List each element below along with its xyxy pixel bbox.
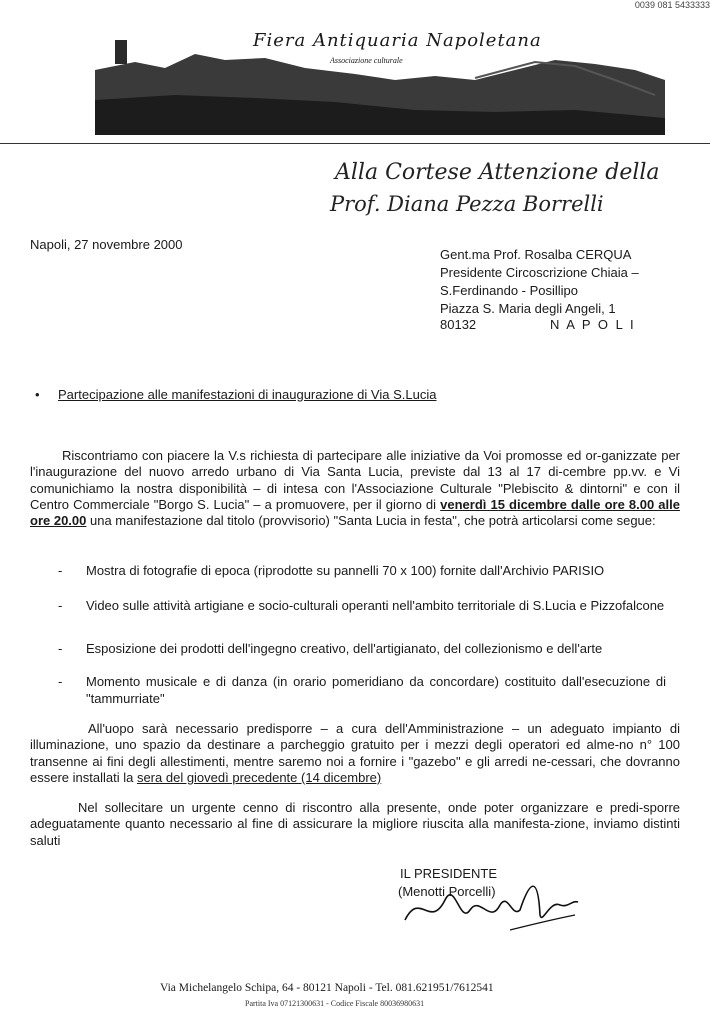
list-item: Video sulle attività artigiane e socio-culturali operanti nell'ambito territoriale di S.Lucia e Pizzofalcone bbox=[86, 598, 665, 613]
organization-subtitle: Associazione culturale bbox=[330, 56, 403, 65]
recipient-postcode: 80132 bbox=[440, 317, 477, 332]
recipient-city: N A P O L I bbox=[550, 317, 636, 332]
paragraph-text: All'uopo sarà necessario predisporre – a cura dell'Amministrazione – un adeguato impianto di illuminazione, uno spazio da destinare a parcheggio gratuito per i mezzi degli operatori ed alme-no n° 100 transenne ai fini degli allestimenti, mentre saremo noi a fornire i "gazebo" e gli arredi ne-cessari, che dovranno essere installati la bbox=[30, 721, 680, 785]
handwritten-attention: Alla Cortese Attenzione della bbox=[335, 160, 660, 185]
recipient-block bbox=[440, 247, 639, 317]
organization-name: Fiera Antiquaria Napoletana bbox=[253, 30, 542, 51]
footer-tax-info: Partita Iva 07121300631 - Codice Fiscale 80036980631 bbox=[245, 999, 425, 1008]
event-date-highlight: venerdì 15 dicembre dalle ore 8.00 alle ore 20.00 bbox=[30, 496, 680, 529]
list-item: Momento musicale e di danza (in orario pomeridiano da concordare) costituito dall'esecuzione di "tammurriate" bbox=[86, 674, 666, 706]
fax-header: 0039 081 5433333 bbox=[634, 0, 710, 10]
recipient-line: Presidente Circoscrizione Chiaia – bbox=[440, 265, 639, 280]
handwritten-recipient: Prof. Diana Pezza Borrelli bbox=[330, 192, 604, 216]
body-paragraph-3: Nel sollecitare un urgente cenno di riscontro alla presente, onde poter organizzare e predi-sporre adeguatamente quanto necessario al fine di assicurare la migliore riuscita alla manifesta-zione, inviamo distinti saluti bbox=[30, 800, 680, 848]
list-item: Esposizione dei prodotti dell'ingegno creativo, dell'artigianato, del collezionismo e dell'arte bbox=[86, 641, 603, 656]
recipient-line: S.Ferdinando - Posillipo bbox=[440, 283, 579, 298]
paragraph-text: una manifestazione dal titolo (provvisorio) "Santa Lucia in festa", che potrà articolarsi come segue: bbox=[86, 513, 656, 529]
recipient-line: Gent.ma Prof. Rosalba CERQUA bbox=[440, 247, 632, 262]
letter-date: Napoli, 27 novembre 2000 bbox=[30, 237, 183, 252]
letterhead-skyline-illustration bbox=[95, 40, 665, 140]
footer-address: Via Michelangelo Schipa, 64 - 80121 Napoli - Tel. 081.621951/7612541 bbox=[160, 982, 494, 994]
subject-bullet: • bbox=[35, 387, 40, 402]
signatory-name: (Menotti Porcelli) bbox=[398, 884, 496, 899]
signatory-title: IL PRESIDENTE bbox=[400, 866, 498, 881]
paragraph-text: Riscontriamo con piacere la V.s richiesta di partecipare alle iniziative da Voi promosse ed or-ganizzate per l'inaugurazione del nuovo arredo urbano di Via Santa Lucia, previste dal 13 al 17 di-cembre pp.vv. e Vi comunichiamo la nostra disponibilità – di intesa con l'Associazione Culturale "Plebiscito & dintorni" e con il Centro Commerciale "Borgo S. Lucia" – a promuovere, per il giorno di bbox=[30, 448, 680, 512]
subject-line: Partecipazione alle manifestazioni di inaugurazione di Via S.Lucia bbox=[58, 387, 437, 402]
handwritten-signature bbox=[400, 870, 580, 940]
recipient-line: Piazza S. Maria degli Angeli, 1 bbox=[440, 301, 616, 316]
body-paragraph-2 bbox=[30, 721, 680, 786]
list-dash: - bbox=[58, 674, 63, 689]
list-item: Mostra di fotografie di epoca (riprodotte su pannelli 70 x 100) fornite dall'Archivio PARISIO bbox=[86, 563, 605, 578]
list-dash: - bbox=[58, 641, 63, 656]
body-paragraph-1 bbox=[30, 448, 680, 529]
installation-date-highlight: sera del giovedì precedente (14 dicembre) bbox=[136, 769, 382, 785]
header-divider bbox=[0, 143, 710, 144]
list-dash: - bbox=[58, 598, 63, 613]
list-dash: - bbox=[58, 563, 63, 578]
